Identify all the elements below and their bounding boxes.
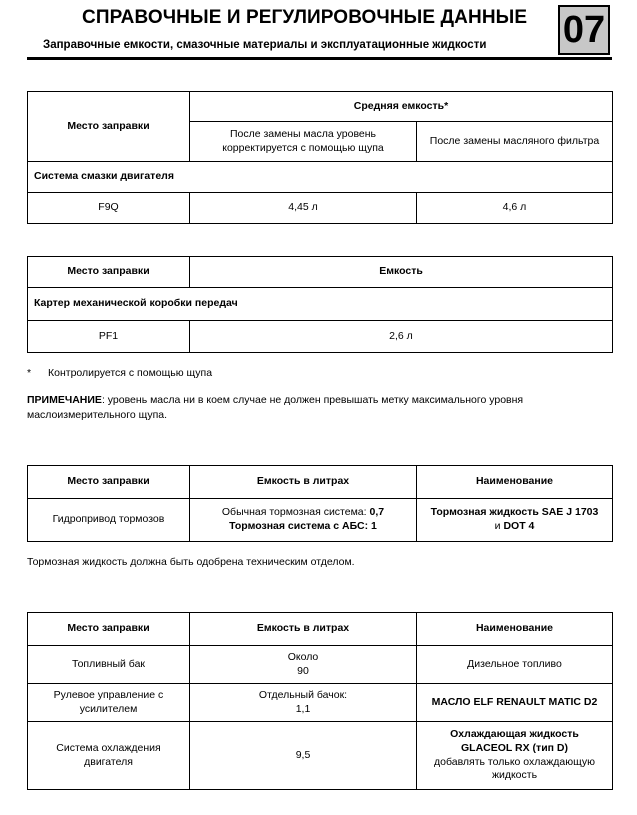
steering-capacity-line1: Отдельный бачок: [258, 688, 348, 701]
brake-abs: Тормозная система с АБС: 1 [229, 520, 377, 532]
col-location-header: Место заправки [28, 92, 190, 162]
brake-normal-label: Обычная тормозная система: [221, 506, 370, 519]
col-location-header: Место заправки [28, 613, 190, 646]
section-gearbox: Картер механической коробки передач [28, 288, 613, 321]
brake-capacity [190, 499, 417, 542]
dipstick-value: 4,45 л [190, 193, 417, 224]
brake-normal-value: 0,7 [369, 506, 385, 519]
filter-value: 4,6 л [417, 193, 613, 224]
remark-label: ПРИМЕЧАНИЕ [27, 394, 102, 406]
gearbox-table [27, 256, 613, 353]
col-capacity-header: Емкость в литрах [190, 613, 417, 646]
col-capacity-header: Емкость [190, 257, 613, 288]
cooling-capacity: 9,5 [190, 722, 417, 790]
fluids-table [27, 612, 613, 790]
fuel-capacity-line1: Около [287, 650, 319, 663]
header-rule [27, 57, 612, 60]
brake-note: Тормозная жидкость должна быть одобрена техническим отделом. [27, 556, 355, 568]
col-capacity-header: Средняя емкость* [190, 92, 613, 122]
col-name-header: Наименование [417, 466, 613, 499]
fuel-product: Дизельное топливо [417, 646, 613, 684]
brake-location: Гидропривод тормозов [28, 499, 190, 542]
chapter-badge: 07 [558, 5, 610, 55]
sub-filter-header: После замены масляного фильтра [417, 122, 613, 162]
table-row [28, 722, 613, 790]
table-row [28, 193, 613, 224]
brake-fluid-and: и [494, 520, 504, 532]
col-location-header: Место заправки [28, 466, 190, 499]
brake-fluid-line1: Тормозная жидкость SAE J 1703 [430, 506, 599, 519]
fuel-tank-location: Топливный бак [28, 646, 190, 684]
footnote-text: Контролируется с помощью щупа [48, 367, 213, 379]
brake-table [27, 465, 613, 542]
remark [27, 393, 587, 423]
brake-fluid-line2: DOT 4 [503, 520, 535, 532]
steering-location: Рулевое управление с усилителем [28, 684, 190, 722]
fuel-capacity-line2: 90 [297, 664, 309, 677]
coolant-line2: GLACEOL RX (тип D) [461, 741, 568, 754]
coolant-line1: Охлаждающая жидкость [450, 728, 579, 741]
table-row [28, 646, 613, 684]
gearbox-capacity: 2,6 л [190, 321, 613, 353]
footnote [27, 366, 213, 381]
col-capacity-header: Емкость в литрах [190, 466, 417, 499]
page-title: СПРАВОЧНЫЕ И РЕГУЛИРОВОЧНЫЕ ДАННЫЕ [82, 7, 528, 28]
engine-name: F9Q [28, 193, 190, 224]
steering-product: МАСЛО ELF RENAULT MATIC D2 [417, 684, 613, 722]
table-row [28, 499, 613, 542]
coolant-line3: добавлять только охлаждающую жидкость [434, 755, 595, 782]
fuel-tank-capacity [190, 646, 417, 684]
cooling-location: Система охлаждения двигателя [28, 722, 190, 790]
footnote-mark: * [27, 367, 32, 379]
remark-text: : уровень масла ни в коем случае не должен превышать метку максимального уровня маслоизмерительного щупа. [27, 394, 524, 422]
engine-oil-table [27, 91, 613, 224]
col-location-header: Место заправки [28, 257, 190, 288]
cooling-product [417, 722, 613, 790]
page-subtitle: Заправочные емкости, смазочные материалы и эксплуатационные жидкости [43, 39, 487, 51]
table-row [28, 684, 613, 722]
col-name-header: Наименование [417, 613, 613, 646]
sub-dipstick-header: После замены масла уровень корректируется с помощью щупа [190, 122, 417, 162]
steering-capacity [190, 684, 417, 722]
gearbox-name: PF1 [28, 321, 190, 353]
table-row [28, 321, 613, 353]
brake-fluid [417, 499, 613, 542]
section-engine-lubrication: Система смазки двигателя [28, 162, 613, 193]
steering-capacity-line2: 1,1 [295, 702, 311, 715]
